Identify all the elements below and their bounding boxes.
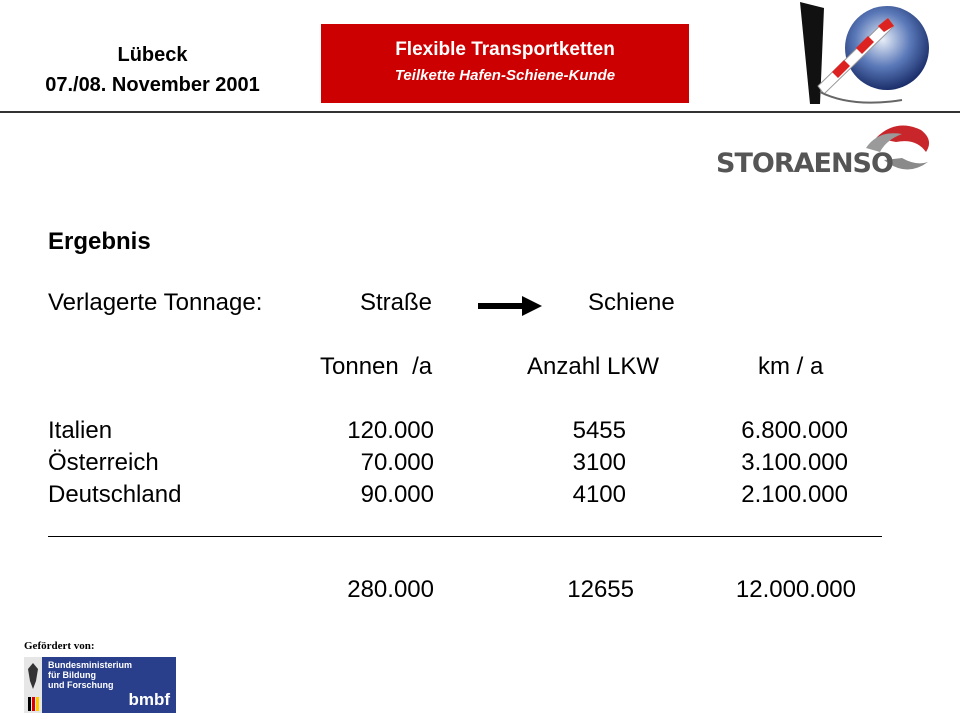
sum-divider [48, 536, 882, 537]
header-divider [0, 111, 960, 113]
bmbf-logo [24, 657, 176, 713]
bmbf-line: und Forschung [48, 680, 114, 690]
column-header-km: km / a [758, 353, 824, 380]
from-mode: Straße [360, 289, 433, 316]
title: Flexible Transportketten [395, 39, 615, 60]
project-logo-graphic [792, 0, 932, 108]
title-banner [321, 24, 689, 103]
storaenso-wordmark: STORAENSO [716, 148, 893, 179]
funded-by-label: Gefördert von: [24, 640, 95, 652]
bmbf-abbr: bmbf [128, 690, 170, 709]
row-country: Italien [48, 417, 113, 444]
result-heading: Ergebnis [48, 228, 151, 255]
row-trucks: 4100 [572, 481, 626, 508]
shift-label: Verlagerte Tonnage: [48, 289, 263, 316]
column-header-trucks: Anzahl LKW [527, 353, 660, 380]
row-km: 2.100.000 [741, 481, 848, 508]
row-country: Österreich [48, 449, 159, 476]
bmbf-line: Bundesministerium [48, 660, 133, 670]
row-country: Deutschland [48, 481, 182, 508]
eagle-icon [24, 657, 42, 713]
to-mode: Schiene [588, 289, 675, 316]
row-tonnes: 120.000 [347, 417, 434, 444]
subtitle: Teilkette Hafen-Schiene-Kunde [394, 67, 616, 84]
storaenso-logo [716, 118, 934, 182]
row-tonnes: 70.000 [360, 449, 434, 476]
row-trucks: 5455 [572, 417, 626, 444]
column-header-tonnes: Tonnen /a [320, 353, 433, 380]
header-date: 07./08. November 2001 [45, 74, 260, 96]
row-tonnes: 90.000 [360, 481, 434, 508]
header-location-date [20, 40, 285, 100]
row-km: 6.800.000 [741, 417, 848, 444]
total-tonnes: 280.000 [347, 576, 434, 603]
total-trucks: 12655 [567, 576, 634, 603]
total-km: 12.000.000 [735, 576, 856, 603]
bmbf-line: für Bildung [48, 670, 96, 680]
header-location: Lübeck [117, 44, 188, 66]
row-trucks: 3100 [572, 449, 626, 476]
arrow-right-icon [478, 295, 542, 317]
row-km: 3.100.000 [741, 449, 848, 476]
